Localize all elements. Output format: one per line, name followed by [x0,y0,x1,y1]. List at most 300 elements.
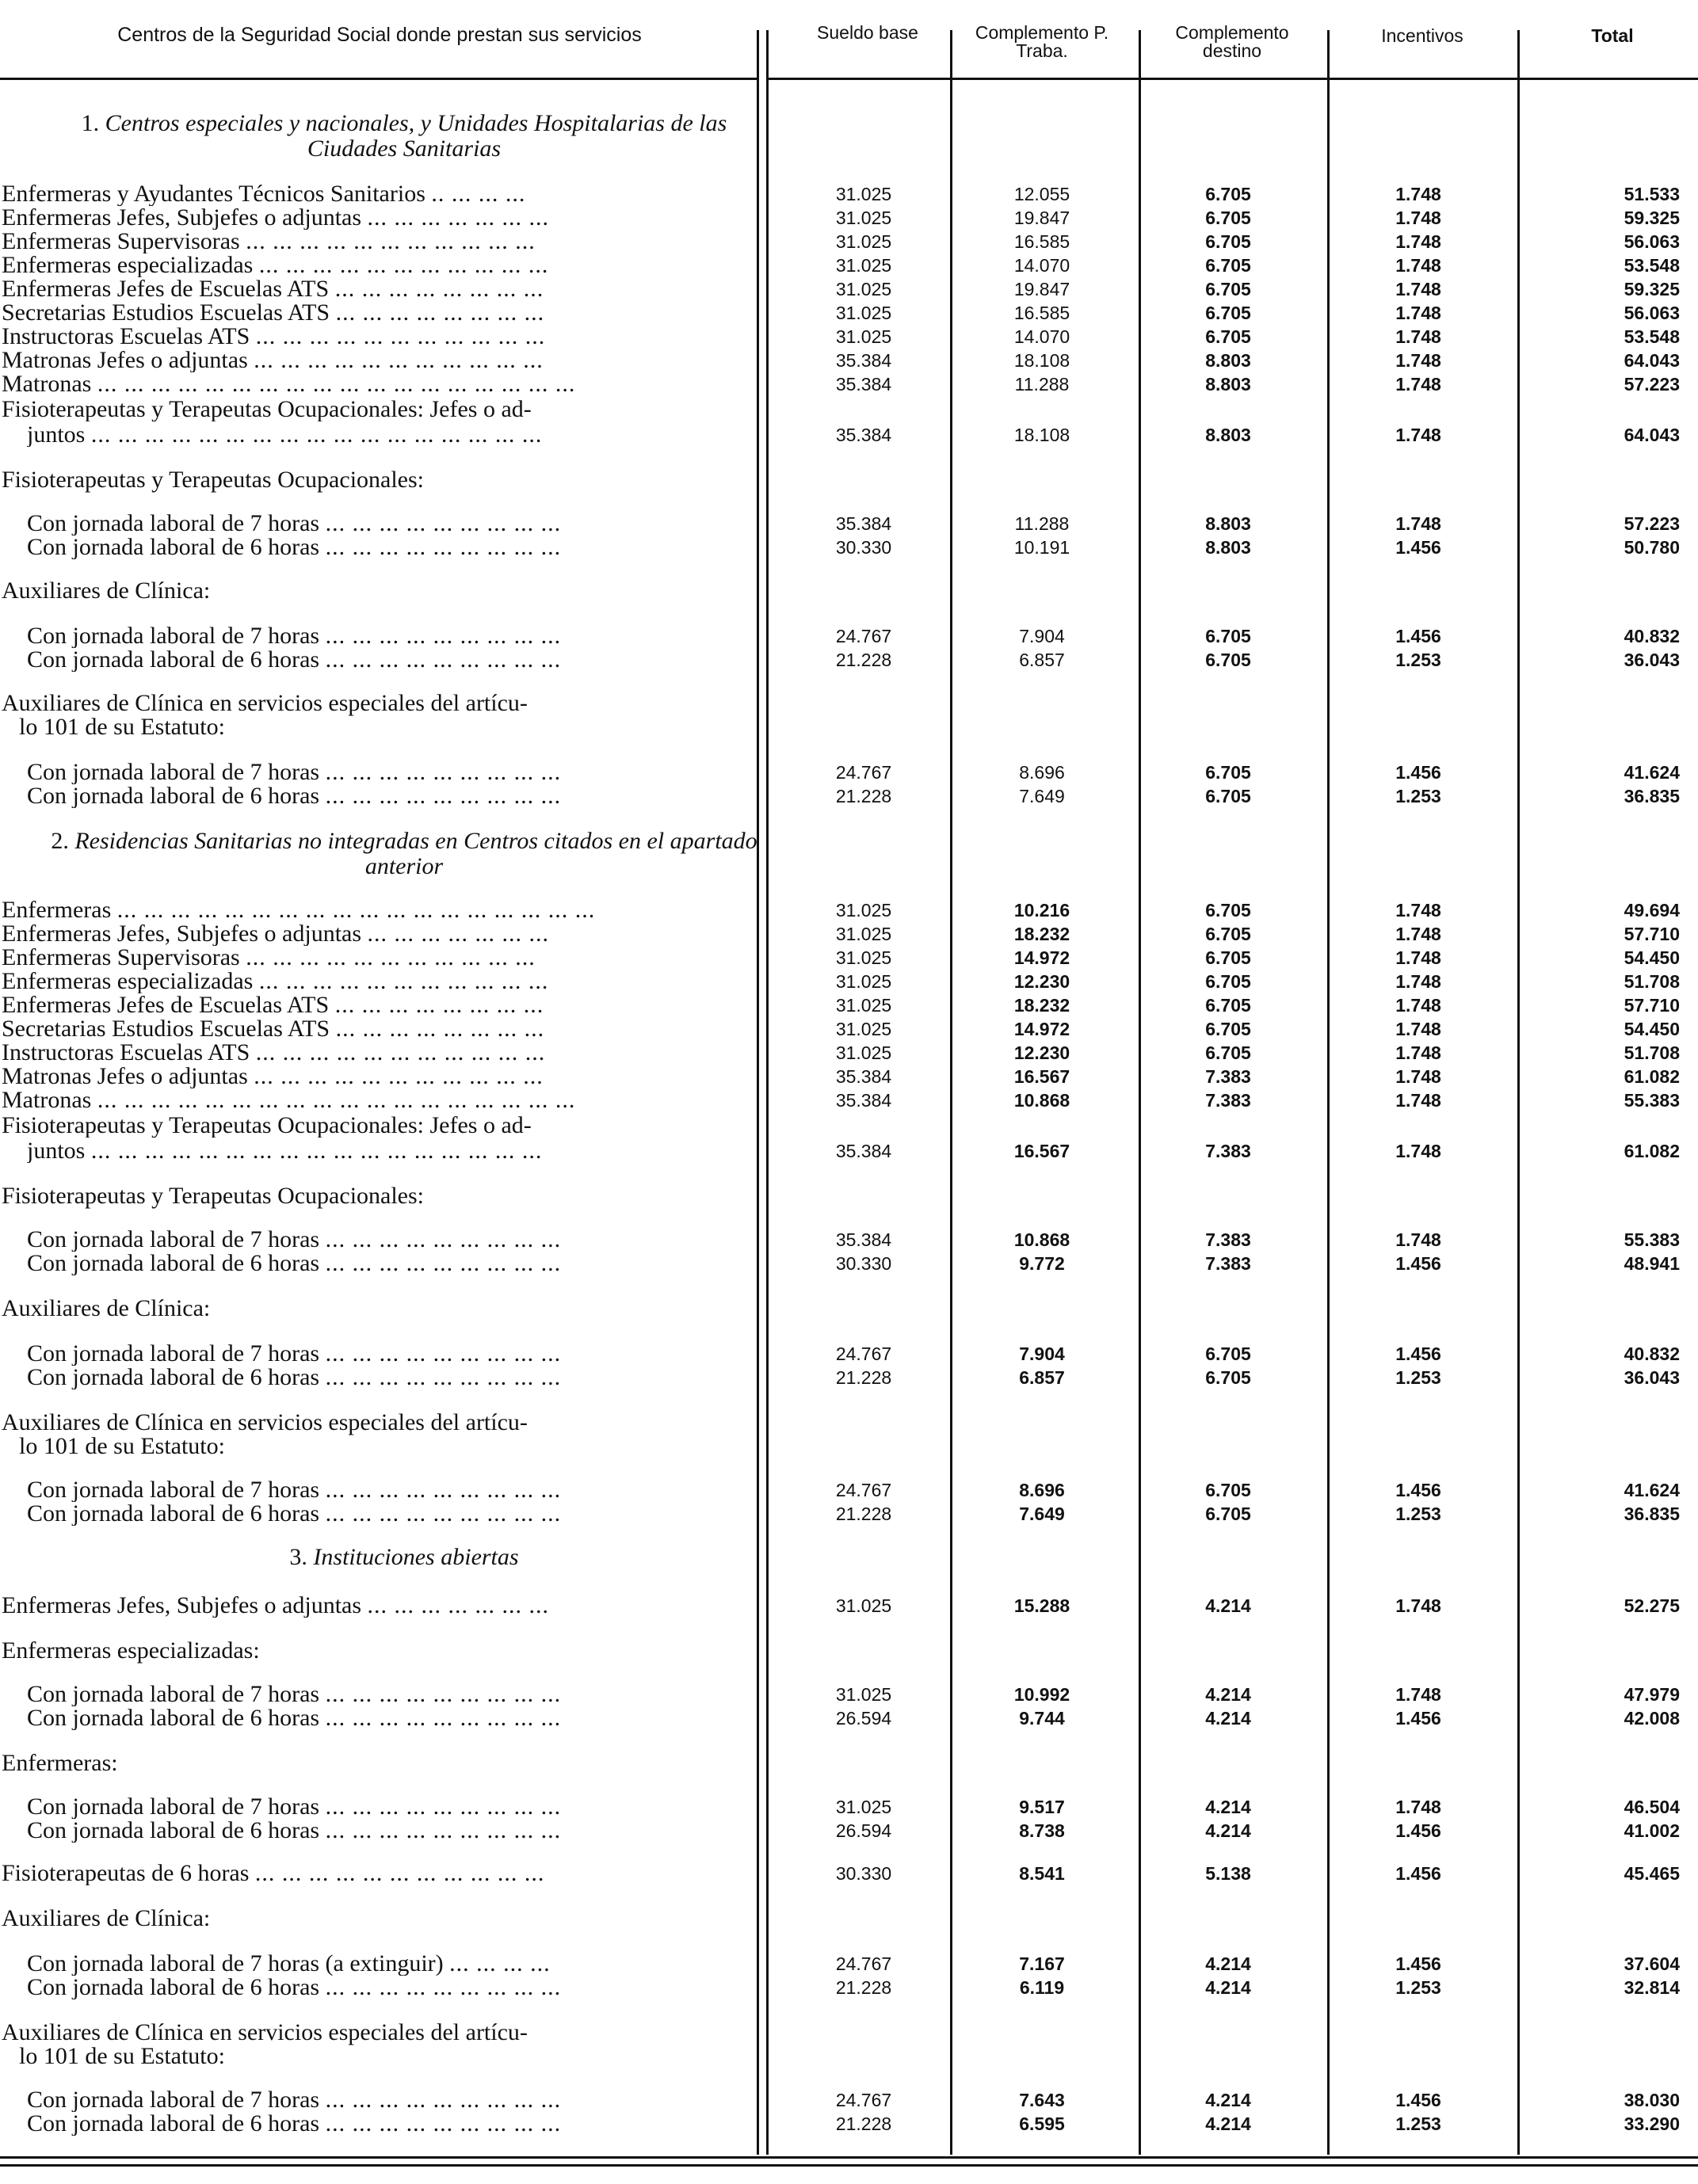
row-label [2,1594,745,1618]
table-row [0,372,1698,396]
row-label-text: Enfermeras Supervisoras [2,230,246,253]
total-cell: 47.979 [1624,1684,1680,1705]
leader-dots: ... ... ... ... ... ... ... ... ... ... ... [255,325,546,349]
total-cell: 36.043 [1624,1367,1680,1388]
table-row [0,1819,1698,1843]
section-title: Instituciones abiertas [313,1544,519,1570]
row-label-text: Enfermeras Jefes, Subjefes o adjuntas [2,922,368,946]
incentivos-cell: 1.748 [1395,1090,1441,1111]
leader-dots: ... ... ... ... ... ... ... ... [335,1017,545,1041]
leader-dots: ... ... ... ... ... ... ... ... ... [325,1976,562,1999]
table-row [0,1795,1698,1819]
table-row [0,760,1698,784]
complemento-destino-cell: 7.383 [1205,1253,1251,1274]
total-cell: 33.290 [1624,2113,1680,2134]
complemento-destino-cell: 6.705 [1205,1367,1251,1388]
complemento-trabajo-cell: 12.230 [1013,971,1070,992]
row-label-text: Con jornada laboral de 7 horas [27,1683,326,1706]
leader-dots: ... ... ... ... ... ... ... ... ... ... ... ... ... ... ... ... ... ... [97,372,576,396]
total-cell: 57.223 [1624,374,1680,394]
complemento-destino-cell: 8.803 [1205,374,1251,394]
row-label-text: Con jornada laboral de 7 horas [27,1478,326,1502]
total-cell: 57.710 [1624,924,1680,944]
sueldo-base-cell: 31.025 [835,1684,892,1705]
complemento-destino-cell: 6.705 [1205,971,1251,992]
sueldo-base-cell: 35.384 [835,374,892,394]
row-label [27,1228,745,1252]
total-cell: 61.082 [1624,1141,1680,1161]
row-label [27,1139,745,1163]
leader-dots: ... ... ... ... ... ... ... ... [334,277,544,301]
row-label-text: juntos [27,423,91,447]
complemento-trabajo-cell: 6.857 [1019,1367,1065,1388]
row-label [27,1819,745,1843]
row-label-text: juntos [27,1139,91,1163]
incentivos-cell: 1.456 [1395,537,1441,558]
leader-dots: ... ... ... ... ... ... ... ... ... [325,2088,562,2112]
table-row [0,970,1698,993]
leader-dots: ... ... ... ... ... ... ... ... ... [325,1502,562,1526]
sueldo-base-cell: 31.025 [835,1797,892,1817]
incentivos-cell: 1.253 [1395,650,1441,670]
complemento-destino-cell: 8.803 [1205,513,1251,534]
row-label [27,648,745,672]
row-label [2,1088,745,1112]
complemento-destino-cell: 6.705 [1205,1504,1251,1524]
sueldo-base-cell: 24.767 [835,626,892,646]
row-label [27,1478,745,1502]
complemento-destino-cell: 7.383 [1205,1141,1251,1161]
table-row [0,512,1698,536]
table-row [0,624,1698,648]
table-row [0,1088,1698,1112]
complemento-destino-cell: 6.705 [1205,184,1251,204]
table-row [0,1594,1698,1618]
incentivos-cell: 1.253 [1395,1977,1441,1998]
leader-dots: ... ... ... ... ... ... ... ... [334,993,544,1017]
row-label-text: Con jornada laboral de 6 horas [27,1819,326,1843]
leader-dots: ... ... ... ... ... ... ... ... ... ... ... [258,253,549,277]
row-label-text: Enfermeras especializadas [2,970,259,993]
sueldo-base-cell: 31.025 [835,924,892,944]
table-row [0,325,1698,349]
complemento-destino-cell: 7.383 [1205,1229,1251,1250]
table-row [0,1342,1698,1366]
leader-dots: ... ... ... ... ... ... ... ... ... ... ... [254,1065,544,1088]
total-cell: 38.030 [1624,2090,1680,2110]
table-row [0,946,1698,970]
complemento-trabajo-cell: 15.288 [1013,1595,1070,1616]
complemento-destino-cell: 7.383 [1205,1090,1251,1111]
row-label [2,1114,745,1138]
leader-dots: ... ... ... ... ... ... ... ... ... ... ... [254,349,544,372]
total-cell: 52.275 [1624,1595,1680,1616]
sueldo-base-cell: 24.767 [835,2090,892,2110]
complemento-trabajo-cell: 16.585 [1013,303,1070,323]
incentivos-cell: 1.456 [1395,626,1441,646]
leader-dots: ... ... ... ... ... ... ... ... ... ... ... [246,230,536,253]
complemento-trabajo-cell: 16.585 [1013,231,1070,252]
row-label-text: Con jornada laboral de 7 horas [27,1228,326,1252]
header-col-complemento-trabajo: Complemento P. Traba. [975,22,1109,61]
table-row [0,1683,1698,1706]
row-label-text: Secretarias Estudios Escuelas ATS [2,301,336,325]
row-label [2,372,745,396]
total-cell: 61.082 [1624,1066,1680,1087]
complemento-trabajo-cell: 10.868 [1013,1229,1070,1250]
total-cell: 40.832 [1624,626,1680,646]
sueldo-base-cell: 31.025 [835,1019,892,1039]
row-label [2,230,745,253]
row-label [2,1862,745,1885]
incentivos-cell: 1.253 [1395,1504,1441,1524]
leader-dots: ... ... ... ... ... ... ... [367,206,550,230]
table-row [0,1252,1698,1275]
complemento-destino-cell: 6.705 [1205,255,1251,276]
footer-rule [0,2156,1698,2159]
table-row [0,1041,1698,1065]
header-col-centros: Centros de la Seguridad Social donde prestan sus servicios [117,24,642,46]
group-heading: Fisioterapeutas y Terapeutas Ocupacionales: [2,1183,424,1209]
table-row [0,2112,1698,2136]
group-heading: Auxiliares de Clínica: [2,577,211,604]
row-label-text: Con jornada laboral de 6 horas [27,2112,326,2136]
leader-dots: ... ... ... ... ... ... ... ... ... [325,760,562,784]
row-label [2,253,745,277]
section-title: Centros especiales y nacionales, y Unidades Hospitalarias de las Ciudades Sanitarias [105,110,727,162]
sueldo-base-cell: 24.767 [835,1480,892,1500]
incentivos-cell: 1.456 [1395,762,1441,783]
sueldo-base-cell: 21.228 [835,650,892,670]
complemento-destino-cell: 6.705 [1205,626,1251,646]
group-heading: Enfermeras especializadas: [2,1637,260,1664]
sueldo-base-cell: 26.594 [835,1820,892,1841]
sueldo-base-cell: 35.384 [835,1141,892,1161]
complemento-trabajo-cell: 10.191 [1013,537,1070,558]
row-label [27,1952,745,1976]
incentivos-cell: 1.748 [1395,326,1441,347]
complemento-trabajo-cell: 19.847 [1013,279,1070,299]
incentivos-cell: 1.748 [1395,924,1441,944]
row-label [27,512,745,536]
complemento-trabajo-cell: 7.167 [1019,1953,1065,1974]
total-cell: 55.383 [1624,1229,1680,1250]
sueldo-base-cell: 24.767 [835,1953,892,1974]
leader-dots: ... ... ... ... ... ... ... ... ... ... ... [246,946,536,970]
incentivos-cell: 1.748 [1395,350,1441,371]
table-row [0,423,1698,447]
leader-dots: ... ... ... ... ... ... ... ... ... ... ... [258,970,549,993]
row-label-text: Enfermeras [2,898,117,922]
row-label-text: Fisioterapeutas y Terapeutas Ocupacionales: Jefes o ad- [2,398,532,421]
leader-dots: ... ... ... ... ... ... ... ... ... [325,2112,562,2136]
row-label-text: Matronas [2,372,97,396]
section-number: 3. [289,1544,314,1570]
complemento-trabajo-cell: 10.992 [1013,1684,1070,1705]
header-rule [0,78,757,80]
sueldo-base-cell: 31.025 [835,208,892,228]
complemento-trabajo-cell: 12.055 [1013,184,1070,204]
complemento-destino-cell: 6.705 [1205,1480,1251,1500]
complemento-destino-cell: 7.383 [1205,1066,1251,1087]
complemento-trabajo-cell: 9.772 [1019,1253,1065,1274]
incentivos-cell: 1.748 [1395,513,1441,534]
sueldo-base-cell: 31.025 [835,326,892,347]
complemento-trabajo-cell: 8.738 [1019,1820,1065,1841]
total-cell: 53.548 [1624,255,1680,276]
row-label [2,182,745,206]
complemento-trabajo-cell: 14.070 [1013,255,1070,276]
group-heading: lo 101 de su Estatuto: [19,1433,225,1459]
leader-dots: ... ... ... ... ... ... ... ... ... [325,536,562,559]
sueldo-base-cell: 35.384 [835,350,892,371]
complemento-trabajo-cell: 14.972 [1013,1019,1070,1039]
table-row [0,1065,1698,1088]
leader-dots: ... ... ... ... ... ... ... ... [335,301,545,325]
row-label [27,423,745,447]
table-row [0,1017,1698,1041]
incentivos-cell: 1.748 [1395,900,1441,920]
complemento-trabajo-cell: 6.119 [1019,1977,1065,1998]
sueldo-base-cell: 26.594 [835,1708,892,1729]
row-label [27,1342,745,1366]
complemento-destino-cell: 6.705 [1205,231,1251,252]
header-rule [769,78,1698,80]
row-label [27,1683,745,1706]
total-cell: 51.708 [1624,971,1680,992]
row-label [27,2088,745,2112]
complemento-trabajo-cell: 10.868 [1013,1090,1070,1111]
sueldo-base-cell: 31.025 [835,995,892,1016]
sueldo-base-cell: 31.025 [835,1595,892,1616]
incentivos-cell: 1.748 [1395,255,1441,276]
total-cell: 64.043 [1624,425,1680,445]
incentivos-cell: 1.456 [1395,1953,1441,1974]
total-cell: 41.002 [1624,1820,1680,1841]
total-cell: 50.780 [1624,537,1680,558]
table-row [0,1228,1698,1252]
incentivos-cell: 1.748 [1395,1797,1441,1817]
table-row [0,182,1698,206]
incentivos-cell: 1.748 [1395,1684,1441,1705]
sueldo-base-cell: 31.025 [835,279,892,299]
complemento-destino-cell: 6.705 [1205,900,1251,920]
row-label [2,1041,745,1065]
incentivos-cell: 1.748 [1395,995,1441,1016]
incentivos-cell: 1.456 [1395,2090,1441,2110]
table-row [0,922,1698,946]
leader-dots: ... ... ... ... ... ... ... ... ... [325,624,562,648]
total-cell: 57.223 [1624,513,1680,534]
row-label-text: Con jornada laboral de 7 horas [27,512,326,536]
row-label [2,1065,745,1088]
complemento-destino-cell: 6.705 [1205,1344,1251,1364]
complemento-trabajo-cell: 16.567 [1013,1141,1070,1161]
complemento-destino-cell: 4.214 [1205,1684,1251,1705]
table-row [0,253,1698,277]
incentivos-cell: 1.748 [1395,279,1441,299]
incentivos-cell: 1.748 [1395,1019,1441,1039]
incentivos-cell: 1.748 [1395,947,1441,968]
total-cell: 41.624 [1624,762,1680,783]
total-cell: 36.835 [1624,1504,1680,1524]
row-label [2,301,745,325]
row-label-text: Enfermeras Jefes, Subjefes o adjuntas [2,206,368,230]
complemento-trabajo-cell: 10.216 [1013,900,1070,920]
leader-dots: ... ... ... ... ... ... ... ... ... [325,512,562,536]
complemento-destino-cell: 6.705 [1205,762,1251,783]
row-label [27,2112,745,2136]
group-heading: Auxiliares de Clínica: [2,1905,211,1931]
table-row [0,398,1698,421]
row-label [2,325,745,349]
row-label [27,536,745,559]
row-label [2,993,745,1017]
total-cell: 51.708 [1624,1042,1680,1063]
sueldo-base-cell: 31.025 [835,900,892,920]
complemento-destino-cell: 4.214 [1205,1977,1251,1998]
total-cell: 36.835 [1624,786,1680,806]
incentivos-cell: 1.748 [1395,1141,1441,1161]
leader-dots: ... ... ... ... ... ... ... ... ... ... ... ... ... ... ... ... ... [90,423,543,447]
leader-dots: ... ... ... ... ... ... ... ... ... [325,1366,562,1389]
row-label-text: Fisioterapeutas y Terapeutas Ocupacionales: Jefes o ad- [2,1114,532,1138]
row-label [27,624,745,648]
incentivos-cell: 1.253 [1395,2113,1441,2134]
row-label [2,206,745,230]
sueldo-base-cell: 21.228 [835,786,892,806]
complemento-destino-cell: 4.214 [1205,2113,1251,2134]
section-heading [48,111,761,162]
sueldo-base-cell: 31.025 [835,231,892,252]
leader-dots: ... ... ... ... ... ... ... ... ... [325,1252,562,1275]
incentivos-cell: 1.253 [1395,1367,1441,1388]
incentivos-cell: 1.748 [1395,1595,1441,1616]
total-cell: 40.832 [1624,1344,1680,1364]
sueldo-base-cell: 24.767 [835,762,892,783]
sueldo-base-cell: 31.025 [835,184,892,204]
incentivos-cell: 1.748 [1395,1066,1441,1087]
sueldo-base-cell: 24.767 [835,1344,892,1364]
incentivos-cell: 1.748 [1395,971,1441,992]
total-cell: 64.043 [1624,350,1680,371]
leader-dots: ... ... ... ... ... ... ... ... ... [325,1478,562,1502]
group-heading: Fisioterapeutas y Terapeutas Ocupacionales: [2,467,424,493]
row-label-text: Enfermeras Jefes de Escuelas ATS [2,277,335,301]
complemento-trabajo-cell: 6.595 [1019,2113,1065,2134]
leader-dots: ... ... ... ... [449,1952,551,1976]
row-label-text: Enfermeras Jefes, Subjefes o adjuntas [2,1594,368,1618]
complemento-destino-cell: 8.803 [1205,537,1251,558]
sueldo-base-cell: 21.228 [835,1977,892,1998]
row-label-text: Con jornada laboral de 6 horas [27,648,326,672]
leader-dots: ... ... ... ... ... ... ... ... ... ... ... [255,1041,546,1065]
section-heading [48,1545,761,1570]
sueldo-base-cell: 31.025 [835,303,892,323]
row-label-text: Con jornada laboral de 7 horas [27,624,326,648]
leader-dots: ... ... ... ... ... ... ... ... ... ... ... ... ... ... ... ... ... [90,1139,543,1163]
incentivos-cell: 1.748 [1395,303,1441,323]
group-heading: lo 101 de su Estatuto: [19,2043,225,2069]
row-label-text: Enfermeras Jefes de Escuelas ATS [2,993,335,1017]
table-row [0,1366,1698,1389]
total-cell: 53.548 [1624,326,1680,347]
row-label [27,1502,745,1526]
complemento-trabajo-cell: 6.857 [1019,650,1065,670]
table-row [0,1952,1698,1976]
complemento-destino-cell: 4.214 [1205,1820,1251,1841]
leader-dots: ... ... ... ... ... ... ... ... ... [325,1795,562,1819]
sueldo-base-cell: 31.025 [835,971,892,992]
incentivos-cell: 1.748 [1395,1229,1441,1250]
row-label-text: Matronas [2,1088,97,1112]
sueldo-base-cell: 31.025 [835,255,892,276]
sueldo-base-cell: 30.330 [835,1253,892,1274]
total-cell: 56.063 [1624,303,1680,323]
complemento-trabajo-cell: 8.696 [1019,762,1065,783]
row-label [27,784,745,808]
leader-dots: ... ... ... ... ... ... ... ... ... [325,1342,562,1366]
sueldo-base-cell: 30.330 [835,1863,892,1884]
total-cell: 54.450 [1624,947,1680,968]
table-row [0,1502,1698,1526]
table-row [0,206,1698,230]
complemento-trabajo-cell: 7.649 [1019,1504,1065,1524]
table-row [0,301,1698,325]
complemento-trabajo-cell: 7.643 [1019,2090,1065,2110]
complemento-destino-cell: 4.214 [1205,1797,1251,1817]
complemento-trabajo-cell: 16.567 [1013,1066,1070,1087]
table-row [0,1706,1698,1730]
table-row [0,230,1698,253]
sueldo-base-cell: 21.228 [835,1367,892,1388]
table-row [0,648,1698,672]
complemento-destino-cell: 6.705 [1205,995,1251,1016]
row-label-text: Enfermeras especializadas [2,253,259,277]
row-label-text: Con jornada laboral de 6 horas [27,1976,326,1999]
sueldo-base-cell: 35.384 [835,425,892,445]
complemento-trabajo-cell: 7.649 [1019,786,1065,806]
row-label-text: Con jornada laboral de 7 horas [27,2088,326,2112]
header-col-incentivos: Incentivos [1381,25,1463,46]
section-number: 1. [81,110,105,136]
sueldo-base-cell: 21.228 [835,1504,892,1524]
row-label-text: Con jornada laboral de 7 horas [27,1795,326,1819]
header-col-complemento-destino: Complemento destino [1175,22,1289,61]
incentivos-cell: 1.748 [1395,231,1441,252]
complemento-trabajo-cell: 9.744 [1019,1708,1065,1729]
incentivos-cell: 1.748 [1395,374,1441,394]
total-cell: 56.063 [1624,231,1680,252]
section-heading [48,829,761,879]
complemento-trabajo-cell: 14.070 [1013,326,1070,347]
total-cell: 42.008 [1624,1708,1680,1729]
complemento-trabajo-cell: 8.541 [1019,1863,1065,1884]
group-heading: Enfermeras: [2,1750,118,1776]
complemento-trabajo-cell: 7.904 [1019,1344,1065,1364]
row-label [2,946,745,970]
incentivos-cell: 1.748 [1395,208,1441,228]
row-label-text: Con jornada laboral de 6 horas [27,784,326,808]
complemento-destino-cell: 4.214 [1205,2090,1251,2110]
total-cell: 46.504 [1624,1797,1680,1817]
complemento-trabajo-cell: 11.288 [1014,513,1070,534]
leader-dots: ... ... ... ... ... ... ... ... ... ... ... ... ... ... ... ... ... ... [97,1088,576,1112]
incentivos-cell: 1.456 [1395,1820,1441,1841]
incentivos-cell: 1.253 [1395,786,1441,806]
complemento-trabajo-cell: 12.230 [1013,1042,1070,1063]
group-heading: Auxiliares de Clínica: [2,1295,211,1321]
